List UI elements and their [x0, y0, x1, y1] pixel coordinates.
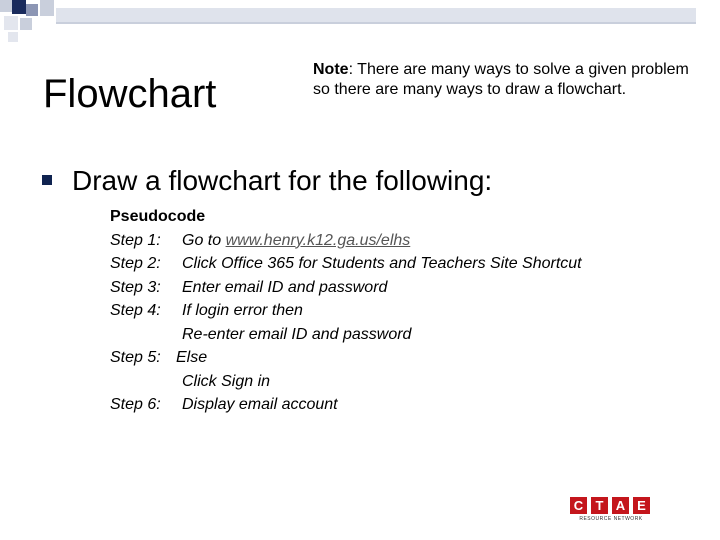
- step-label: Step 4:: [110, 302, 161, 319]
- step-label: Step 1:: [110, 231, 161, 249]
- step-row: [110, 323, 412, 347]
- step-text: [182, 229, 410, 253]
- deco-square: [4, 16, 18, 30]
- step-row: [110, 252, 582, 276]
- deco-bar: [56, 8, 696, 22]
- step-row: [110, 370, 271, 394]
- step-label: Step 5:: [110, 349, 161, 366]
- logo-tagline: RESOURCE NETWORK: [579, 516, 643, 522]
- step-text: Click Sign in: [182, 372, 271, 390]
- note-label: Note: [313, 61, 349, 78]
- bullet-text: Draw a flowchart for the following:: [72, 165, 493, 196]
- step-text: Display email account: [182, 396, 338, 413]
- step-row: [110, 346, 208, 370]
- step-row: [110, 299, 303, 323]
- deco-square: [0, 0, 12, 12]
- square-bullet-icon: [42, 175, 52, 185]
- step-label: Step 3:: [110, 278, 161, 296]
- step-text: Click Office 365 for Students and Teachers Site Shortcut: [182, 255, 582, 272]
- deco-bar-line: [56, 22, 696, 24]
- step-row: [110, 393, 338, 417]
- step-text: Else: [176, 349, 208, 366]
- step-row: [110, 276, 388, 300]
- header-decoration: [0, 0, 720, 60]
- deco-square: [40, 0, 54, 16]
- step-prefix: Go to: [182, 231, 226, 249]
- deco-square: [12, 0, 26, 14]
- deco-square: [8, 32, 18, 42]
- deco-square: [20, 18, 32, 30]
- slide-title: Flowchart: [43, 72, 217, 116]
- logo-letter: E: [633, 497, 650, 514]
- step-text: Enter email ID and password: [182, 278, 388, 296]
- step-label: Step 6:: [110, 396, 161, 413]
- step-text: If login error then: [182, 302, 303, 319]
- note-text: : There are many ways to solve a given problem so there are many ways to draw a flowchart.: [313, 61, 689, 98]
- school-site-link[interactable]: www.henry.k12.ga.us/elhs: [225, 231, 411, 249]
- step-label: Step 2:: [110, 255, 161, 272]
- logo-letter: T: [591, 497, 608, 514]
- step-text: Re-enter email ID and password: [182, 325, 412, 343]
- ctae-logo: [570, 497, 652, 523]
- logo-letter: A: [612, 497, 629, 514]
- step-row: [110, 229, 411, 253]
- logo-letter: C: [570, 497, 587, 514]
- pseudocode-heading: Pseudocode: [110, 208, 206, 225]
- pseudocode-block: [110, 205, 582, 417]
- deco-square: [26, 4, 38, 16]
- note-box: [313, 60, 693, 100]
